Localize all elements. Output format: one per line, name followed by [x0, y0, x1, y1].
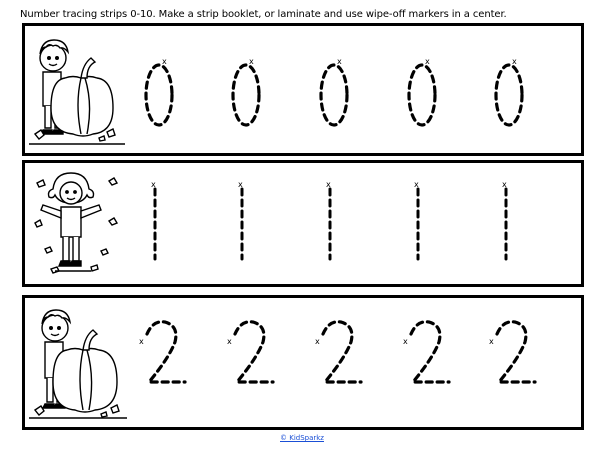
start-marker: x	[227, 337, 232, 346]
start-marker: x	[326, 180, 331, 189]
start-marker: x	[414, 180, 419, 189]
start-marker: x	[249, 57, 254, 66]
start-marker: x	[403, 337, 408, 346]
strip-0-artwork	[25, 26, 581, 153]
start-marker: x	[238, 180, 243, 189]
start-marker: x	[489, 337, 494, 346]
traceable-digit-row	[155, 189, 506, 259]
start-marker: x	[512, 57, 517, 66]
start-markers	[151, 180, 507, 189]
traceable-two-1	[147, 322, 185, 382]
traceable-two-4	[411, 322, 449, 382]
tracing-strip-1	[22, 160, 584, 287]
strip-1-artwork	[25, 163, 581, 284]
traceable-zero-3	[321, 65, 347, 125]
start-marker: x	[337, 57, 342, 66]
start-marker: x	[139, 337, 144, 346]
instructions-text: Number tracing strips 0-10. Make a strip booklet, or laminate and use wipe-off markers in a center.	[20, 9, 507, 20]
strip-2-artwork	[25, 298, 581, 427]
traceable-zero-4	[409, 65, 435, 125]
start-markers	[162, 57, 517, 66]
boy-with-pumpkin-clipart	[29, 310, 127, 418]
start-marker: x	[502, 180, 507, 189]
tracing-strip-2	[22, 295, 584, 430]
traceable-zero-1	[146, 65, 172, 125]
start-marker: x	[151, 180, 156, 189]
traceable-zero-2	[233, 65, 259, 125]
boy-with-pumpkin-clipart	[29, 40, 125, 144]
start-marker: x	[425, 57, 430, 66]
start-marker: x	[315, 337, 320, 346]
traceable-two-5	[497, 322, 535, 382]
start-marker: x	[162, 57, 167, 66]
traceable-digit-row	[147, 322, 535, 382]
traceable-two-2	[235, 322, 273, 382]
footer-credit-link[interactable]: © KidSparkz	[280, 434, 324, 442]
traceable-zero-5	[496, 65, 522, 125]
girl-with-falling-leaves-clipart	[35, 173, 117, 273]
traceable-two-3	[323, 322, 361, 382]
traceable-digit-row	[146, 65, 522, 125]
tracing-strip-0	[22, 23, 584, 156]
